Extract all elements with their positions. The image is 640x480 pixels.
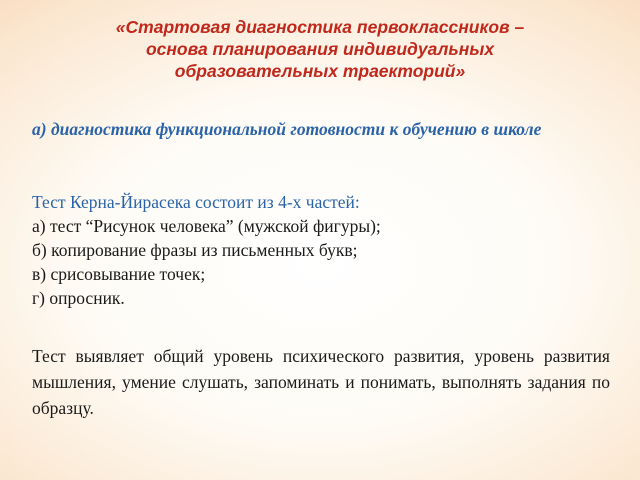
- title-line-3: образовательных траекторий»: [174, 61, 466, 81]
- list-item: в) срисовывание точек;: [32, 264, 206, 284]
- conclusion-paragraph: Тест выявляет общий уровень психического развития, уровень развития мышления, умение слушать, запоминать и понимать, выполнять задания по образцу.: [32, 346, 610, 418]
- test-parts-list: [32, 214, 381, 310]
- title-line-2: основа планирования индивидуальных: [145, 39, 495, 59]
- list-item: а) тест “Рисунок человека” (мужской фигуры);: [32, 216, 381, 236]
- list-item: б) копирование фразы из письменных букв;: [32, 240, 358, 260]
- test-intro: Тест Керна-Йирасека состоит из 4-х частей:: [32, 192, 360, 212]
- section-subheading: а) диагностика функциональной готовности к обучению в школе: [32, 119, 542, 139]
- title-line-1: «Стартовая диагностика первоклассников –: [115, 17, 525, 37]
- slide-title: [40, 16, 600, 82]
- list-item: г) опросник.: [32, 288, 125, 308]
